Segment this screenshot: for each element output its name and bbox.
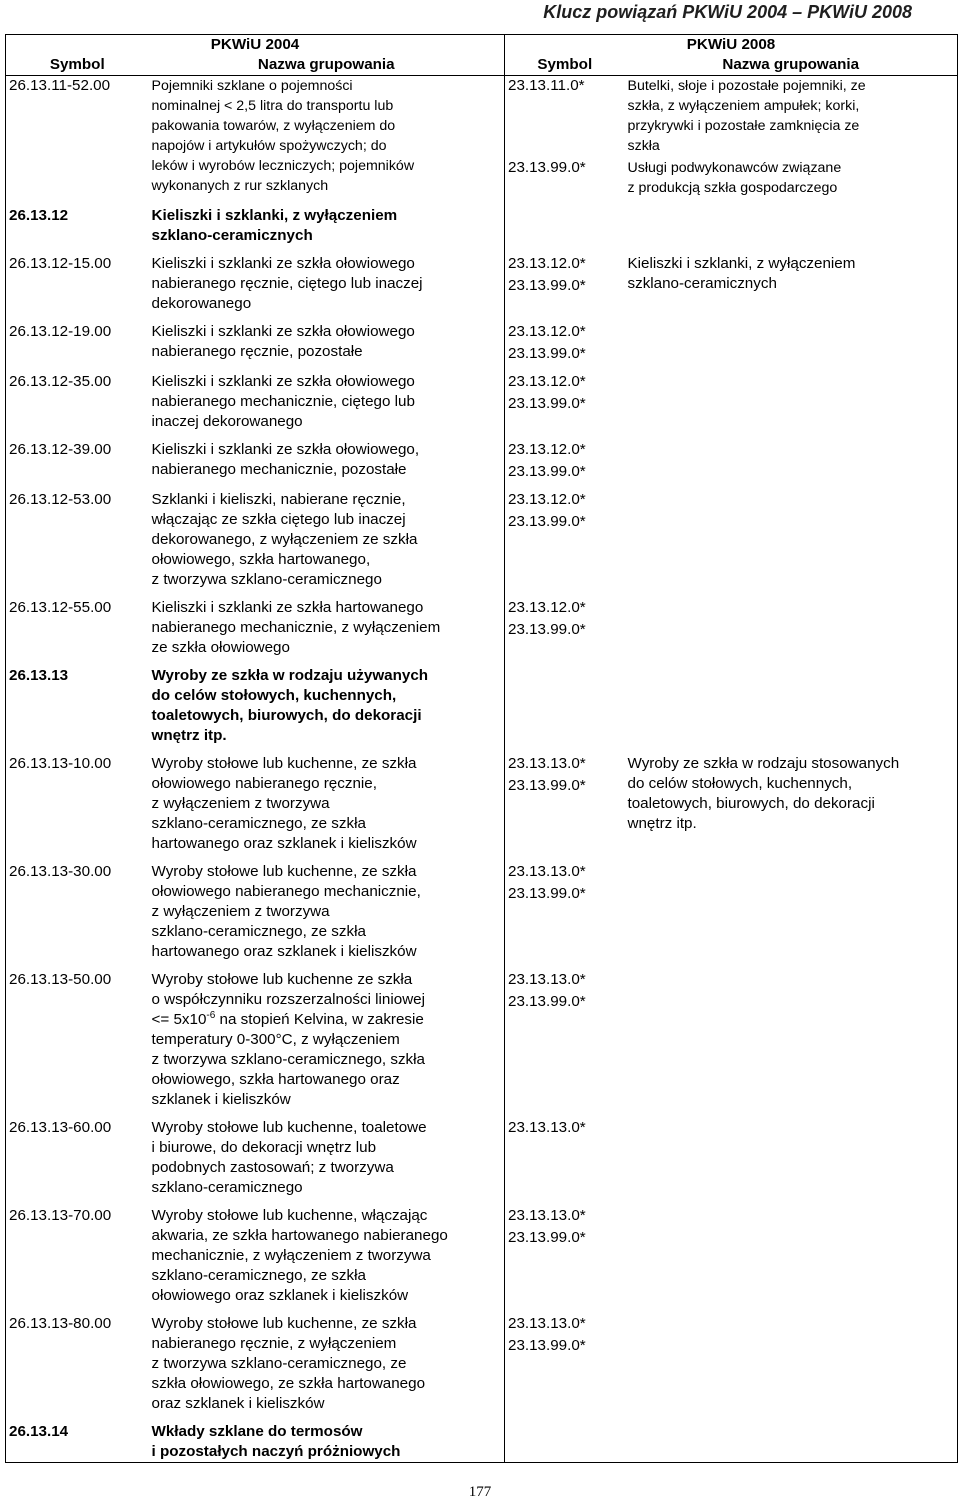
col-header-name-2004: Nazwa grupowania [149, 55, 505, 76]
name-2004-line: hartowanego oraz szklanek i kieliszków [151, 835, 417, 852]
group-header-pkwiu-2008: PKWiU 2008 [505, 35, 958, 56]
name-2008 [625, 76, 958, 199]
spacer-cell [505, 314, 625, 322]
spacer-cell [6, 658, 149, 666]
name-2004-line: napojów i artykułów spożywczych; do [151, 138, 387, 154]
name-2004 [149, 206, 505, 246]
spacer-cell [505, 854, 625, 862]
name-2004 [149, 322, 505, 364]
symbol-2004: 26.13.12-53.00 [6, 490, 149, 590]
name-2004-line: Wyroby stołowe lub kuchenne, ze szkła [151, 755, 417, 772]
name-2004-line: nabieranego mechanicznie, ciętego lub [151, 393, 415, 410]
page-number: 177 [468, 1484, 492, 1500]
spacer-cell [149, 198, 505, 206]
table-row [6, 490, 958, 590]
symbol-2008-value: 23.13.12.0* [508, 491, 586, 508]
name-2004-line: z tworzywa szklano-ceramicznego, szkła [151, 1051, 425, 1068]
symbol-2008-value: 23.13.99.0* [508, 277, 586, 294]
name-2004-line: Kieliszki i szklanki ze szkła ołowiowego [151, 323, 415, 340]
name-2004-line: Wkłady szklane do termosów [151, 1423, 363, 1440]
name-2008 [625, 206, 958, 246]
name-2004-line: szkła ołowiowego, ze szkła hartowanego [151, 1375, 426, 1392]
spacer-cell [505, 962, 625, 970]
symbol-2008-value: 23.13.13.0* [508, 755, 586, 772]
name-2004-line: i pozostałych naczyń próżniowych [151, 1443, 401, 1460]
name-2004 [149, 970, 505, 1110]
symbol-2008-value: 23.13.12.0* [508, 599, 586, 616]
symbol-2008-value: 23.13.99.0* [508, 621, 586, 638]
spacer-cell [625, 246, 958, 254]
exponent: -6 [206, 1009, 216, 1021]
name-2004-line: szklano-ceramicznego, ze szkła [151, 923, 366, 940]
name-2004-line: szklano-ceramicznych [151, 227, 313, 244]
spacer-cell [625, 198, 958, 206]
name-2004-line: ołowiowego, szkła hartowanego, [151, 551, 371, 568]
symbol-2004: 26.13.13-50.00 [6, 970, 149, 1110]
symbol-2004: 26.13.13-30.00 [6, 862, 149, 962]
symbol-2008-value: 23.13.99.0* [508, 395, 586, 412]
spacer-cell [625, 1306, 958, 1314]
spacer-cell [6, 746, 149, 754]
name-2004 [149, 598, 505, 658]
correspondence-table [5, 34, 958, 1463]
name-2004-line: toaletowych, biurowych, do dekoracji [151, 707, 422, 724]
spacer-cell [6, 1198, 149, 1206]
name-2008 [625, 666, 958, 746]
row-spacer [6, 658, 958, 666]
name-2004-line: nabieranego ręcznie, z wyłączeniem [151, 1335, 397, 1352]
spacer-cell [505, 1198, 625, 1206]
name-2004 [149, 1118, 505, 1198]
symbol-2004: 26.13.12 [6, 206, 149, 246]
name-2004-line: Wyroby stołowe lub kuchenne, toaletowe [151, 1119, 427, 1136]
symbol-2008 [505, 322, 625, 364]
row-spacer [6, 432, 958, 440]
name-2004 [149, 76, 505, 199]
name-2008 [625, 1118, 958, 1198]
name-2004-line: ołowiowego oraz szklanek i kieliszków [151, 1287, 409, 1304]
name-2008-line: toaletowych, biurowych, do dekoracji [627, 795, 875, 812]
symbol-2008-value: 23.13.13.0* [508, 971, 586, 988]
name-2004-line: Wyroby stołowe lub kuchenne ze szkła [151, 971, 413, 988]
name-2004-line: ołowiowego nabieranego mechanicznie, [151, 883, 421, 900]
spacer-cell [505, 364, 625, 372]
spacer-cell [6, 246, 149, 254]
name-2004-line: temperatury 0-300°C, z wyłączeniem [151, 1031, 400, 1048]
row-spacer [6, 364, 958, 372]
symbol-2008-value: 23.13.13.0* [508, 1207, 586, 1224]
document-header-title: Klucz powiązań PKWiU 2004 – PKWiU 2008 [543, 2, 912, 22]
name-2008-line: Wyroby ze szkła w rodzaju stosowanych [627, 755, 900, 772]
spacer-cell [505, 658, 625, 666]
symbol-2004: 26.13.12-35.00 [6, 372, 149, 432]
spacer-cell [6, 314, 149, 322]
spacer-cell [6, 364, 149, 372]
table-row [6, 1118, 958, 1198]
name-2004 [149, 1422, 505, 1463]
spacer-cell [505, 590, 625, 598]
symbol-2004: 26.13.13-10.00 [6, 754, 149, 854]
symbol-2008-value: 23.13.99.0* [508, 777, 586, 794]
symbol-2008 [505, 862, 625, 962]
symbol-2008 [505, 970, 625, 1110]
symbol-2008-value: 23.13.11.0* [508, 77, 585, 94]
name-2008 [625, 254, 958, 314]
name-2004-line: o współczynniku rozszerzalności liniowej [151, 991, 425, 1008]
symbol-2004: 26.13.12-15.00 [6, 254, 149, 314]
symbol-2008 [505, 440, 625, 482]
row-spacer [6, 1414, 958, 1422]
name-2004-line: wykonanych z rur szklanych [151, 178, 329, 194]
spacer-cell [149, 482, 505, 490]
spacer-cell [625, 364, 958, 372]
name-2004-line: do celów stołowych, kuchennych, [151, 687, 397, 704]
table-row [6, 440, 958, 482]
name-2004 [149, 754, 505, 854]
spacer-cell [505, 1110, 625, 1118]
name-2004-line: mechanicznie, z wyłączeniem z tworzywa [151, 1247, 431, 1264]
symbol-2004: 26.13.11-52.00 [6, 76, 149, 199]
symbol-2008 [505, 754, 625, 854]
name-2004 [149, 372, 505, 432]
row-spacer [6, 590, 958, 598]
name-2004-line: oraz szklanek i kieliszków [151, 1395, 325, 1412]
name-2008 [625, 970, 958, 1110]
spacer-cell [149, 658, 505, 666]
symbol-2004: 26.13.12-39.00 [6, 440, 149, 482]
name-2004 [149, 666, 505, 746]
name-2004-line: nabieranego ręcznie, pozostałe [151, 343, 363, 360]
name-2004-line: i biurowe, do dekoracji wnętrz lub [151, 1139, 377, 1156]
table-row [6, 598, 958, 658]
symbol-2008-value: 23.13.13.0* [508, 1119, 586, 1136]
symbol-2004: 26.13.13 [6, 666, 149, 746]
row-spacer [6, 482, 958, 490]
spacer-cell [625, 962, 958, 970]
spacer-cell [505, 1306, 625, 1314]
row-spacer [6, 962, 958, 970]
name-2008 [625, 322, 958, 364]
name-2004-line: Kieliszki i szklanki, z wyłączeniem [151, 207, 398, 224]
name-2004-line: wnętrz itp. [151, 727, 227, 744]
symbol-2008-value: 23.13.13.0* [508, 863, 586, 880]
name-2004-line: Kieliszki i szklanki ze szkła hartowanego [151, 599, 424, 616]
symbol-2008-value: 23.13.99.0* [508, 463, 586, 480]
row-spacer [6, 1198, 958, 1206]
spacer-cell [149, 1306, 505, 1314]
name-2004-line: leków i wyrobów leczniczych; pojemników [151, 158, 415, 174]
spacer-cell [625, 746, 958, 754]
name-2004-line: ołowiowego nabieranego ręcznie, [151, 775, 377, 792]
name-2004-line: szklanek i kieliszków [151, 1091, 291, 1108]
table-row [6, 206, 958, 246]
spacer-cell [625, 1198, 958, 1206]
name-2004 [149, 862, 505, 962]
name-2008-line: Kieliszki i szklanki, z wyłączeniem [627, 255, 856, 272]
spacer-cell [6, 1414, 149, 1422]
spacer-cell [6, 590, 149, 598]
table-row [6, 1422, 958, 1463]
symbol-2008-value: 23.13.13.0* [508, 1315, 586, 1332]
name-2008 [625, 440, 958, 482]
symbol-2004: 26.13.14 [6, 1422, 149, 1463]
spacer-cell [505, 198, 625, 206]
spacer-cell [625, 658, 958, 666]
symbol-2008-value: 23.13.99.0* [508, 345, 586, 362]
name-2008-line: do celów stołowych, kuchennych, [627, 775, 853, 792]
name-2008 [625, 862, 958, 962]
symbol-2008 [505, 666, 625, 746]
symbol-2008 [505, 76, 625, 199]
name-2008-line: z produkcją szkła gospodarczego [627, 180, 838, 196]
name-2004-line: hartowanego oraz szklanek i kieliszków [151, 943, 417, 960]
table-row [6, 1206, 958, 1306]
name-2008 [625, 598, 958, 658]
name-2004-line: Szklanki i kieliszki, nabierane ręcznie, [151, 491, 406, 508]
spacer-cell [149, 1198, 505, 1206]
name-2004 [149, 254, 505, 314]
name-2004 [149, 440, 505, 482]
symbol-2004: 26.13.12-55.00 [6, 598, 149, 658]
row-spacer [6, 854, 958, 862]
symbol-2008 [505, 1206, 625, 1306]
spacer-cell [6, 482, 149, 490]
name-2004-line: Kieliszki i szklanki ze szkła ołowiowego [151, 255, 415, 272]
name-2004-line: z wyłączeniem z tworzywa [151, 903, 330, 920]
spacer-cell [625, 482, 958, 490]
table-row [6, 372, 958, 432]
row-spacer [6, 1306, 958, 1314]
symbol-2008-value: 23.13.12.0* [508, 255, 586, 272]
name-2004-line: Wyroby stołowe lub kuchenne, ze szkła [151, 863, 417, 880]
symbol-2008 [505, 254, 625, 314]
spacer-cell [149, 590, 505, 598]
row-spacer [6, 198, 958, 206]
name-2004-line: inaczej dekorowanego [151, 413, 303, 430]
name-2008-line: szklano-ceramicznych [627, 275, 777, 292]
symbol-2008-value: 23.13.99.0* [508, 513, 586, 530]
table-body [6, 76, 958, 1463]
spacer-cell [625, 432, 958, 440]
name-2004-line: z wyłączeniem z tworzywa [151, 795, 330, 812]
spacer-cell [505, 746, 625, 754]
symbol-2008-value: 23.13.12.0* [508, 373, 586, 390]
name-2008-line: Usługi podwykonawców związane [627, 160, 842, 176]
spacer-cell [6, 854, 149, 862]
name-2008 [625, 754, 958, 854]
name-2004-line: nabieranego mechanicznie, z wyłączeniem [151, 619, 441, 636]
symbol-2008 [505, 1314, 625, 1414]
name-2004-line: ołowiowego, szkła hartowanego oraz [151, 1071, 400, 1088]
name-2004 [149, 1314, 505, 1414]
name-2004 [149, 1206, 505, 1306]
spacer-cell [625, 314, 958, 322]
name-2004-line: Wyroby stołowe lub kuchenne, włączając [151, 1207, 428, 1224]
name-2008-line: szkła [627, 138, 660, 154]
name-2004-line: ze szkła ołowiowego [151, 639, 290, 656]
name-2004-line: nabieranego mechanicznie, pozostałe [151, 461, 407, 478]
spacer-cell [6, 1306, 149, 1314]
symbol-2008-value: 23.13.99.0* [508, 159, 586, 176]
symbol-2008 [505, 598, 625, 658]
table-row [6, 322, 958, 364]
table-row [6, 76, 958, 199]
spacer-cell [6, 1110, 149, 1118]
name-2004 [149, 490, 505, 590]
symbol-2004: 26.13.13-70.00 [6, 1206, 149, 1306]
spacer-cell [149, 746, 505, 754]
spacer-cell [625, 590, 958, 598]
name-2008-line: wnętrz itp. [627, 815, 697, 832]
name-2004-line: pakowania towarów, z wyłączeniem do [151, 118, 396, 134]
name-2004-line: włączając ze szkła ciętego lub inaczej [151, 511, 406, 528]
name-2008-line: Butelki, słoje i pozostałe pojemniki, ze [627, 78, 866, 94]
symbol-2008 [505, 372, 625, 432]
symbol-2008-value: 23.13.99.0* [508, 1337, 586, 1354]
row-spacer [6, 246, 958, 254]
symbol-2008-value: 23.13.99.0* [508, 993, 586, 1010]
group-header-pkwiu-2004: PKWiU 2004 [6, 35, 505, 56]
name-2008 [625, 1422, 958, 1463]
name-2008 [625, 490, 958, 590]
name-2004-line: dekorowanego [151, 295, 252, 312]
spacer-cell [149, 1414, 505, 1422]
table-row [6, 970, 958, 1110]
symbol-2008 [505, 1118, 625, 1198]
spacer-cell [505, 246, 625, 254]
name-2008-line: szkła, z wyłączeniem ampułek; korki, [627, 98, 860, 114]
name-2008 [625, 372, 958, 432]
table-row [6, 254, 958, 314]
symbol-2008-value: 23.13.99.0* [508, 1229, 586, 1246]
row-spacer [6, 314, 958, 322]
name-2004-line: nabieranego ręcznie, ciętego lub inaczej [151, 275, 423, 292]
name-2004-line: akwaria, ze szkła hartowanego nabieranego [151, 1227, 448, 1244]
name-2004-line: dekorowanego, z wyłączeniem ze szkła [151, 531, 418, 548]
spacer-cell [505, 432, 625, 440]
name-2004-line: Kieliszki i szklanki ze szkła ołowiowego, [151, 441, 420, 458]
spacer-cell [625, 854, 958, 862]
table-row [6, 862, 958, 962]
symbol-2004: 26.13.13-60.00 [6, 1118, 149, 1198]
symbol-2008 [505, 1422, 625, 1463]
spacer-cell [149, 1110, 505, 1118]
symbol-2004: 26.13.13-80.00 [6, 1314, 149, 1414]
col-header-symbol-2008: Symbol [505, 55, 625, 76]
row-spacer [6, 1110, 958, 1118]
spacer-cell [149, 314, 505, 322]
symbol-2008 [505, 490, 625, 590]
symbol-2008 [505, 206, 625, 246]
name-2008-line: przykrywki i pozostałe zamknięcia ze [627, 118, 860, 134]
spacer-cell [625, 1110, 958, 1118]
spacer-cell [6, 432, 149, 440]
name-2004-line: Kieliszki i szklanki ze szkła ołowiowego [151, 373, 415, 390]
table-row [6, 1314, 958, 1414]
spacer-cell [149, 246, 505, 254]
spacer-cell [625, 1414, 958, 1422]
symbol-2008-value: 23.13.12.0* [508, 441, 586, 458]
symbol-2008-value: 23.13.12.0* [508, 323, 586, 340]
name-2004-line: z tworzywa szklano-ceramicznego [151, 571, 382, 588]
table-row [6, 754, 958, 854]
name-2004-line: Pojemniki szklane o pojemności [151, 78, 353, 94]
name-2004-line: nominalnej < 2,5 litra do transportu lub [151, 98, 394, 114]
name-2004-line: szklano-ceramicznego, ze szkła [151, 1267, 366, 1284]
name-2004-line: podobnych zastosowań; z tworzywa [151, 1159, 394, 1176]
spacer-cell [505, 1414, 625, 1422]
row-spacer [6, 746, 958, 754]
spacer-cell [149, 962, 505, 970]
symbol-2004: 26.13.12-19.00 [6, 322, 149, 364]
col-header-name-2008: Nazwa grupowania [625, 55, 958, 76]
name-2008 [625, 1206, 958, 1306]
name-2004-line: Wyroby ze szkła w rodzaju używanych [151, 667, 429, 684]
spacer-cell [149, 364, 505, 372]
spacer-cell [149, 432, 505, 440]
name-2004-line: szklano-ceramicznego [151, 1179, 303, 1196]
col-header-symbol-2004: Symbol [6, 55, 149, 76]
name-2008 [625, 1314, 958, 1414]
name-2004-line: szklano-ceramicznego, ze szkła [151, 815, 366, 832]
spacer-cell [6, 198, 149, 206]
name-2004-line: z tworzywa szklano-ceramicznego, ze [151, 1355, 407, 1372]
spacer-cell [149, 854, 505, 862]
name-2004-line: Wyroby stołowe lub kuchenne, ze szkła [151, 1315, 417, 1332]
name-2004-line: <= $5x10^{-6}$ na stopień Kelvina, w zakresie [151, 1009, 424, 1028]
table-row [6, 666, 958, 746]
spacer-cell [505, 482, 625, 490]
symbol-2008-value: 23.13.99.0* [508, 885, 586, 902]
spacer-cell [6, 962, 149, 970]
